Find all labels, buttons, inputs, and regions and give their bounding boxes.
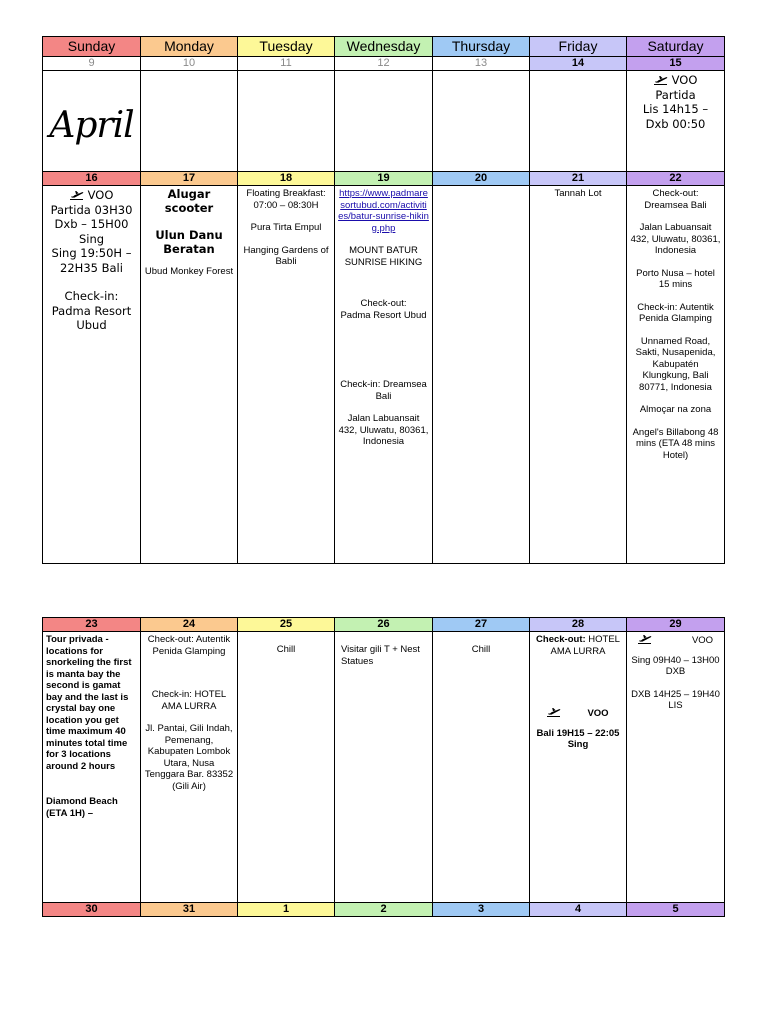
text-line: Check-out: Dreamsea Bali [644, 188, 707, 211]
weekday-friday: Friday [530, 37, 627, 57]
activity-note [238, 186, 334, 281]
text-line: Ubud Monkey Forest [144, 266, 234, 277]
week2-number-row [43, 172, 725, 186]
day-cell [530, 71, 627, 172]
day-number: 23 [43, 618, 141, 632]
activity-note [43, 632, 140, 832]
day-number: 4 [530, 903, 627, 917]
flight-label: VOO [691, 635, 714, 646]
airplane-takeoff-icon [547, 707, 561, 717]
day-number: 12 [335, 57, 433, 71]
day-cell [627, 71, 725, 172]
airplane-takeoff-icon [654, 75, 668, 85]
text-line: Dxb 00:50 [645, 116, 706, 131]
day-cell [335, 632, 433, 903]
weekday-wednesday: Wednesday [335, 37, 433, 57]
week2-content-row [43, 186, 725, 564]
activity-note [335, 632, 432, 680]
week3-number-row [43, 618, 725, 632]
weekday-header-row [43, 37, 725, 57]
text-line: Tour privada - locations for snorkeling the first is manta bay the second is gamat bay and the last is crystal bay one location you get time maximum 40 minutes total time for 3 locations around 2 hours [46, 634, 132, 772]
weekday-thursday: Thursday [433, 37, 530, 57]
activity-note [627, 186, 724, 474]
calendar-top [42, 36, 725, 564]
day-cell [627, 632, 725, 903]
day-cell [335, 186, 433, 564]
day-cell [43, 71, 141, 172]
text-line: Check-out: [360, 298, 407, 309]
day-number: 1 [238, 903, 335, 917]
text-line: Pura Tirta Empul [250, 222, 322, 233]
text-line: Dxb – 15H00 [54, 217, 129, 231]
activity-note [335, 186, 432, 461]
day-number: 29 [627, 618, 725, 632]
text-line: Jl. Pantai, Gili Indah, Pemenang, Kabupaten Lombok Utara, Nusa Tenggara Bar. 83352 (Gili Air) [144, 723, 234, 792]
activity-note [238, 632, 334, 669]
day-cell [141, 71, 238, 172]
day-number: 22 [627, 172, 725, 186]
text-line: Jalan Labuansait 432, Uluwatu, 80361, Indonesia [630, 222, 721, 256]
day-cell [530, 186, 627, 564]
text-line: Check-in: Autentik Penida Glamping [637, 301, 714, 324]
day-cell [238, 186, 335, 564]
day-cell [141, 632, 238, 903]
day-cell [141, 186, 238, 564]
day-number: 17 [141, 172, 238, 186]
week1-content-row [43, 71, 725, 172]
text-line: Tannah Lot [554, 188, 602, 199]
week4-number-row [43, 903, 725, 917]
day-number: 10 [141, 57, 238, 71]
day-number: 27 [433, 618, 530, 632]
flight-note [530, 632, 626, 764]
day-number: 5 [627, 903, 725, 917]
text-line: 22H35 Bali [60, 260, 123, 275]
activity-link[interactable]: https://www.padmaresortubud.com/activities/batur-sunrise-hiking.php [338, 188, 429, 234]
text-line: Alugar [167, 187, 211, 201]
activity-note [141, 632, 237, 805]
text-line: Partida 03H30 [50, 202, 133, 217]
airplane-takeoff-icon [638, 634, 652, 644]
day-number: 11 [238, 57, 335, 71]
day-cell [627, 186, 725, 564]
text-line: Ubud [76, 318, 107, 332]
day-number: 13 [433, 57, 530, 71]
flight-note [627, 632, 724, 725]
weekday-monday: Monday [141, 37, 238, 57]
text-line: Almoçar na zona [639, 404, 712, 415]
day-cell [433, 186, 530, 564]
day-number: 31 [141, 903, 238, 917]
month-label: April [49, 105, 134, 146]
day-number: 16 [43, 172, 141, 186]
activity-note [530, 186, 626, 213]
text-line: Floating Breakfast: 07:00 – 08:30H [246, 188, 326, 211]
day-number: 25 [238, 618, 335, 632]
weekday-sunday: Sunday [43, 37, 141, 57]
text-line: Check-in: HOTEL AMA LURRA [151, 689, 227, 712]
airplane-takeoff-icon [70, 190, 84, 200]
activity-note [141, 186, 237, 291]
day-cell [43, 632, 141, 903]
day-number: 24 [141, 618, 238, 632]
flight-note [43, 186, 140, 335]
day-cell [530, 632, 627, 903]
text-line: Partida [655, 87, 696, 102]
weekday-tuesday: Tuesday [238, 37, 335, 57]
activity-note [433, 632, 529, 669]
day-cell [335, 71, 433, 172]
text-line: Padma Resort [51, 303, 132, 318]
day-cell [238, 632, 335, 903]
day-cell [433, 632, 530, 903]
day-cell [238, 71, 335, 172]
day-number: 3 [433, 903, 530, 917]
day-number: 26 [335, 618, 433, 632]
text-line: Visitar gili T + Nest Statues [341, 644, 420, 667]
day-number: 28 [530, 618, 627, 632]
text-line: Check-in: Dreamsea Bali [340, 379, 427, 402]
day-number: 14 [530, 57, 627, 71]
day-number: 18 [238, 172, 335, 186]
day-number: 19 [335, 172, 433, 186]
text-line: Unnamed Road, Sakti, Nusapenida, Kabupatén Klungkung, Bali 80771, Indonesia [635, 335, 716, 393]
text-line: Bali 19H15 – 22:05 Sing [536, 727, 620, 750]
day-number: 15 [627, 57, 725, 71]
text-line: Beratan [163, 241, 215, 256]
text-line: Sing [78, 231, 105, 246]
text-line: Chill [276, 644, 296, 655]
text-line: DXB 14H25 – 19H40 LIS [631, 688, 720, 711]
text-line: Sing 09H40 – 13H00 DXB [631, 654, 720, 677]
day-number: 9 [43, 57, 141, 71]
text-line: Diamond Beach (ETA 1H) – [46, 796, 118, 819]
flight-label: VOO [587, 708, 609, 719]
text-line: Angel's Billabong 48 mins (ETA 48 mins Hotel) [632, 426, 719, 461]
flight-label: VOO [671, 73, 698, 87]
text-line: Padma Resort Ubud [340, 309, 427, 321]
text-line: Sing 19:50H – [51, 246, 132, 260]
day-number: 20 [433, 172, 530, 186]
text-line: Lis 14h15 – [642, 102, 709, 116]
day-cell [433, 71, 530, 172]
text-line: Jalan Labuansait 432, Uluwatu, 80361, Indonesia [338, 413, 429, 447]
weekday-saturday: Saturday [627, 37, 725, 57]
text-line: Check-in: [64, 289, 119, 303]
flight-note [627, 71, 724, 133]
flight-label: VOO [87, 188, 114, 202]
day-number: 2 [335, 903, 433, 917]
text-line: Check-out: Autentik Penida Glamping [147, 634, 231, 657]
text-line: scooter [164, 200, 214, 215]
week1-number-row [43, 57, 725, 71]
text-line: MOUNT BATUR SUNRISE HIKING [344, 245, 423, 268]
text-line: Check-out: [536, 634, 586, 645]
day-number: 21 [530, 172, 627, 186]
text-line: Hanging Gardens of Babli [243, 244, 329, 267]
week3-content-row [43, 632, 725, 903]
text-line: Chill [471, 644, 491, 655]
text-line: HOTEL AMA LURRA [550, 634, 620, 657]
text-line: Ulun Danu [155, 228, 223, 242]
day-number: 30 [43, 903, 141, 917]
day-cell [43, 186, 141, 564]
calendar-bottom [42, 617, 725, 917]
text-line: Porto Nusa – hotel 15 mins [636, 267, 715, 290]
